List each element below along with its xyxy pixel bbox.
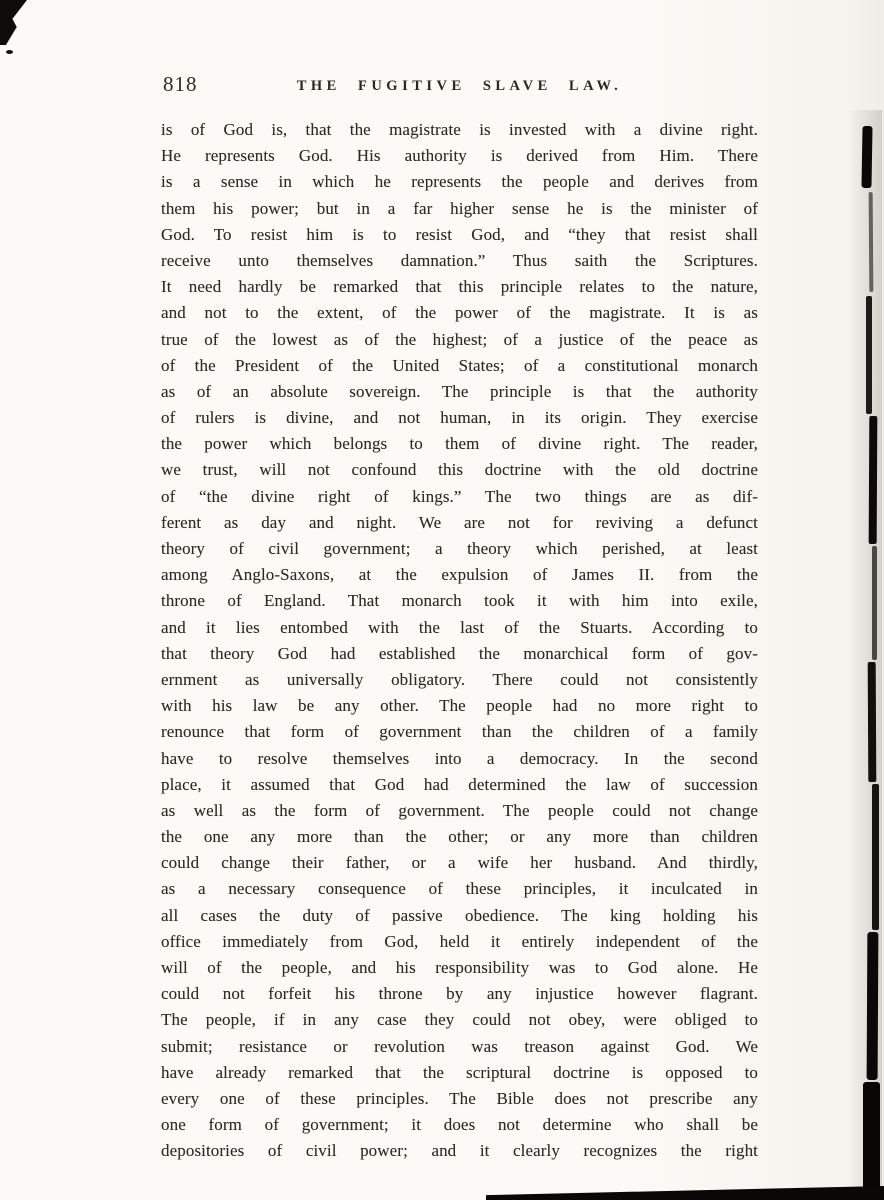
running-title: THE FUGITIVE SLAVE LAW.: [296, 78, 623, 94]
text-line: of “the divine right of kings.” The two things are as dif-: [161, 486, 758, 506]
text-line: we trust, will not confound this doctrine with the old doctrine: [161, 460, 758, 480]
scan-artifact-right-streak: [869, 416, 878, 544]
scan-artifact-right-streak: [866, 296, 872, 414]
text-line: could change their father, or a wife her husband. And thirdly,: [161, 853, 758, 873]
body-text: [161, 117, 758, 1165]
text-line: receive unto themselves damnation.” Thus saith the Scriptures.: [161, 250, 758, 270]
text-line: office immediately from God, held it entirely independent of the: [161, 931, 758, 951]
text-line: throne of England. That monarch took it with him into exile,: [161, 591, 758, 611]
scan-artifact-right-streak: [861, 126, 872, 188]
scan-artifact-right-streak: [869, 192, 874, 292]
text-line: is of God is, that the magistrate is invested with a divine right.: [161, 120, 758, 139]
text-line: the power which belongs to them of divine right. The reader,: [161, 434, 758, 454]
text-line: as a necessary consequence of these principles, it inculcated in: [161, 879, 758, 899]
text-line: place, it assumed that God had determined the law of succession: [161, 774, 758, 794]
text-line: theory of civil government; a theory which perished, at least: [161, 539, 758, 558]
text-line: could not forfeit his throne by any injustice however flagrant.: [161, 984, 758, 1004]
scan-artifact-right-streak: [872, 784, 879, 930]
text-line: with his law be any other. The people had no more right to: [161, 696, 758, 716]
text-line: all cases the duty of passive obedience. The king holding his: [161, 905, 758, 925]
text-line: one form of government; it does not determine who shall be: [161, 1115, 758, 1135]
text-line: have already remarked that the scriptural doctrine is opposed to: [161, 1062, 758, 1082]
text-line: true of the lowest as of the highest; of a justice of the peace as: [161, 329, 758, 349]
scan-artifact-speck: [6, 50, 13, 54]
scan-artifact-right-streak: [863, 1082, 880, 1194]
scan-artifact-bottom-bar: [486, 1186, 884, 1200]
text-line: them his power; but in a far higher sense he is the minister of: [161, 198, 758, 218]
text-line: and it lies entombed with the last of the Stuarts. According to: [161, 617, 758, 637]
text-line: It need hardly be remarked that this principle relates to the nature,: [161, 277, 758, 297]
text-line: of rulers is divine, and not human, in its origin. They exercise: [161, 408, 758, 428]
text-line: ferent as day and night. We are not for reviving a defunct: [161, 512, 758, 532]
text-line: among Anglo-Saxons, at the expulsion of James II. from the: [161, 565, 758, 585]
scan-artifact-right-streak: [872, 546, 877, 660]
text-line: is a sense in which he represents the people and derives from: [161, 172, 758, 192]
text-line: and not to the extent, of the power of the magistrate. It is as: [161, 303, 758, 323]
text-line: depositories of civil power; and it clearly recognizes the right: [161, 1141, 758, 1161]
text-line: every one of these principles. The Bible does not prescribe any: [161, 1088, 758, 1108]
text-line: the one any more than the other; or any more than children: [161, 827, 758, 847]
text-line: as of an absolute sovereign. The principle is that the authority: [161, 381, 758, 401]
text-line: as well as the form of government. The people could not change: [161, 800, 758, 820]
text-line: God. To resist him is to resist God, and “they that resist shall: [161, 224, 758, 244]
scan-artifact-right-streak: [868, 662, 877, 782]
page-number: 818: [163, 72, 198, 96]
text-line: The people, if in any case they could not obey, were obliged to: [161, 1010, 758, 1030]
text-line: of the President of the United States; of a constitutional monarch: [161, 355, 758, 375]
text-line: have to resolve themselves into a democracy. In the second: [161, 748, 758, 768]
text-line: that theory God had established the monarchical form of gov-: [161, 643, 758, 663]
text-line: renounce that form of government than the children of a family: [161, 722, 758, 742]
scan-artifact-right-streak: [867, 932, 879, 1080]
text-line: will of the people, and his responsibility was to God alone. He: [161, 958, 758, 977]
scan-artifact-corner-blob: [0, 0, 27, 45]
text-line: ernment as universally obligatory. There could not consistently: [161, 669, 758, 689]
text-line: He represents God. His authority is derived from Him. There: [161, 146, 758, 166]
text-line: submit; resistance or revolution was treason against God. We: [161, 1036, 758, 1056]
page-header: [161, 72, 758, 104]
